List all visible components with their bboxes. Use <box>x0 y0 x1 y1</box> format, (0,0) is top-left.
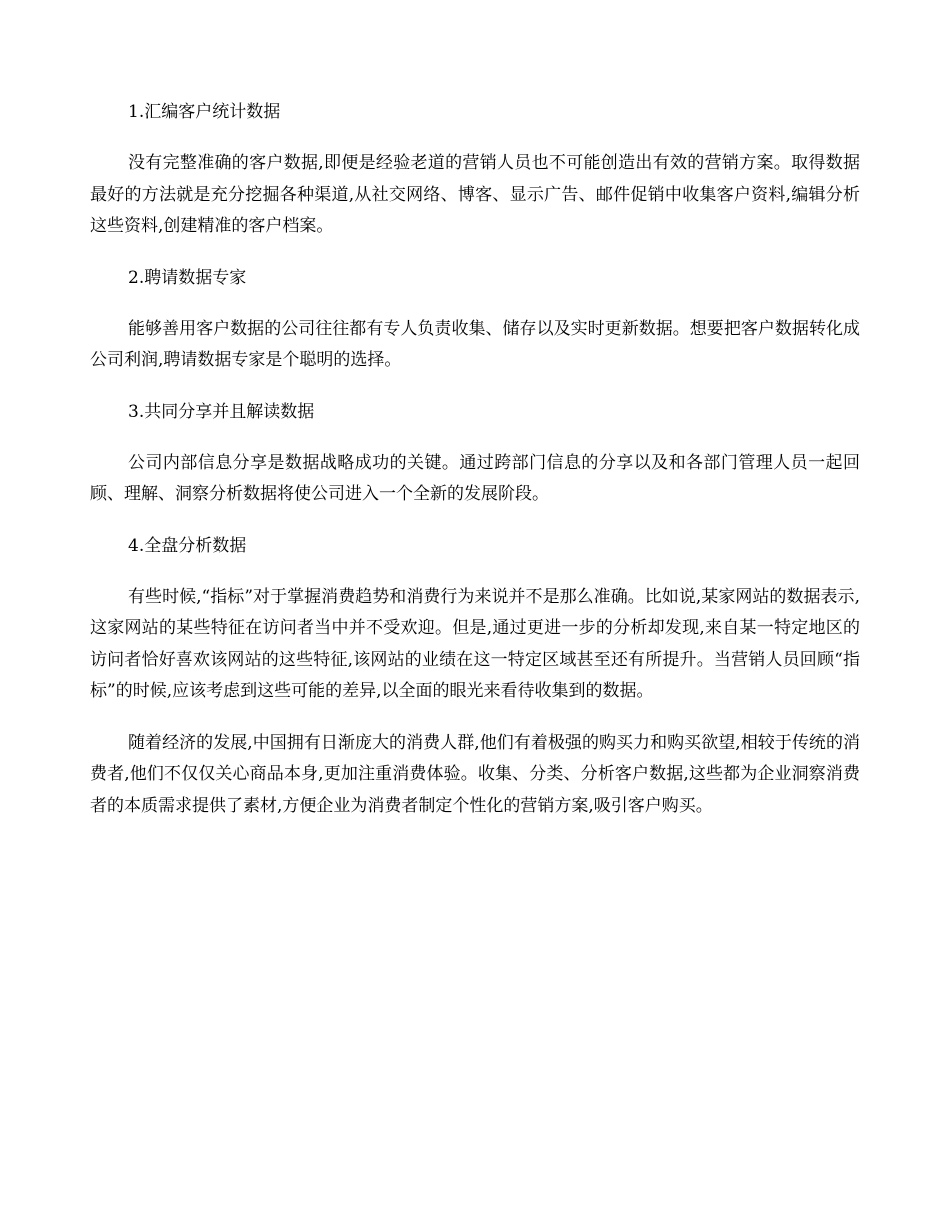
section-heading-1: 1.汇编客户统计数据 <box>128 102 281 122</box>
section-4-paragraph-1: 有些时候,“指标”对于掌握消费趋势和消费行为来说并不是那么准确。比如说,某家网站的数据表示,这家网站的某些特征在访问者当中并不受欢迎。但是,通过更进一步的分析却发现,来自某一特定地区的访问者恰好喜欢该网站的这些特征,该网站的业绩在这一特定区域甚至还有所提升。当营销人员回顾“指标”的时候,应该考虑到这些可能的差异,以全面的眼光来看待收集到的数据。 <box>90 586 860 701</box>
section-heading-4: 4.全盘分析数据 <box>128 535 247 556</box>
section-1-paragraph: 没有完整准确的客户数据,即便是经验老道的营销人员也不可能创造出有效的营销方案。取得数据最好的方法就是充分挖掘各种渠道,从社交网络、博客、显示广告、邮件促销中收集客户资料,编辑分析这些资料,创建精准的客户档案。 <box>90 153 860 236</box>
section-3-paragraph: 公司内部信息分享是数据战略成功的关键。通过跨部门信息的分享以及和各部门管理人员一起回顾、理解、洞察分析数据将使公司进入一个全新的发展阶段。 <box>90 452 860 504</box>
section-heading-2: 2.聘请数据专家 <box>128 267 247 288</box>
section-4-paragraph-2: 随着经济的发展,中国拥有日渐庞大的消费人群,他们有着极强的购买力和购买欲望,相较于传统的消费者,他们不仅仅关心商品本身,更加注重消费体验。收集、分类、分析客户数据,这些都为企业洞察消费者的本质需求提供了素材,方便企业为消费者制定个性化的营销方案,吸引客户购买。 <box>90 732 860 816</box>
section-2-paragraph: 能够善用客户数据的公司往往都有专人负责收集、储存以及实时更新数据。想要把客户数据转化成公司利润,聘请数据专家是个聪明的选择。 <box>90 318 860 370</box>
section-heading-3: 3.共同分享并且解读数据 <box>128 401 315 422</box>
document-page <box>90 97 860 842</box>
